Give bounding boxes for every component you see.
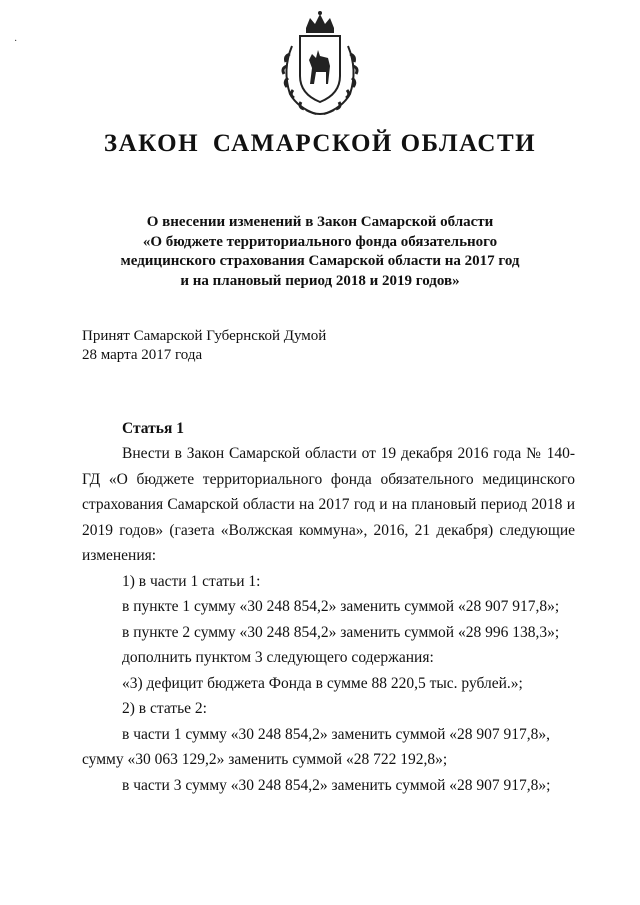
subject-line: медицинского страхования Самарской области на 2017 год xyxy=(120,253,520,269)
article-heading: Статья 1 xyxy=(122,419,184,437)
adoption-date: 28 марта 2017 года xyxy=(82,347,203,363)
amendment-item: 2) в статье 2: xyxy=(122,700,207,717)
subject-line: О внесении изменений в Закон Самарской области xyxy=(146,214,494,230)
law-title xyxy=(0,130,640,158)
amendment-item: «3) дефицит бюджета Фонда в сумме 88 220,5 тыс. рублей.»; xyxy=(122,674,523,692)
amendment-item: в части 3 сумму «30 248 854,2» заменить суммой «28 907 917,8»; xyxy=(122,776,551,794)
adoption-body: Принят Самарской Губернской Думой xyxy=(82,328,327,344)
margin-mark: · xyxy=(14,36,18,47)
subject-line: «О бюджете территориального фонда обязательного xyxy=(142,233,498,250)
law-subject xyxy=(40,213,600,291)
amendment-item: 1) в части 1 статьи 1: xyxy=(122,572,261,590)
amendment-item: дополнить пунктом 3 следующего содержания: xyxy=(122,649,434,666)
subject-line: и на плановый период 2018 и 2019 годов» xyxy=(180,272,460,289)
amendment-item: сумму «30 063 129,2» заменить суммой «28 722 192,8»; xyxy=(82,751,448,768)
adoption-info xyxy=(82,327,326,365)
amendment-item: в пункте 1 сумму «30 248 854,2» заменить суммой «28 907 917,8»; xyxy=(122,598,560,615)
article-intro: Внести в Закон Самарской области от 19 декабря 2016 года № 140-ГД «О бюджете территориального фонда обязательного медицинского страхования Самарской области на 2017 год и на плановый период 2018 и 2019 годов» (газета «Волжская коммуна», 2016, 21 декабря) следующие изменения: xyxy=(82,445,575,564)
law-title-region: САМАРСКОЙ ОБЛАСТИ xyxy=(212,130,537,157)
amendment-item: в части 1 сумму «30 248 854,2» заменить суммой «28 907 917,8», xyxy=(122,725,551,743)
article-body xyxy=(82,400,575,798)
law-title-word: ЗАКОН xyxy=(103,130,200,157)
samara-coat-of-arms-icon xyxy=(276,10,364,118)
amendment-item: в пункте 2 сумму «30 248 854,2» заменить суммой «28 996 138,3»; xyxy=(122,623,560,641)
